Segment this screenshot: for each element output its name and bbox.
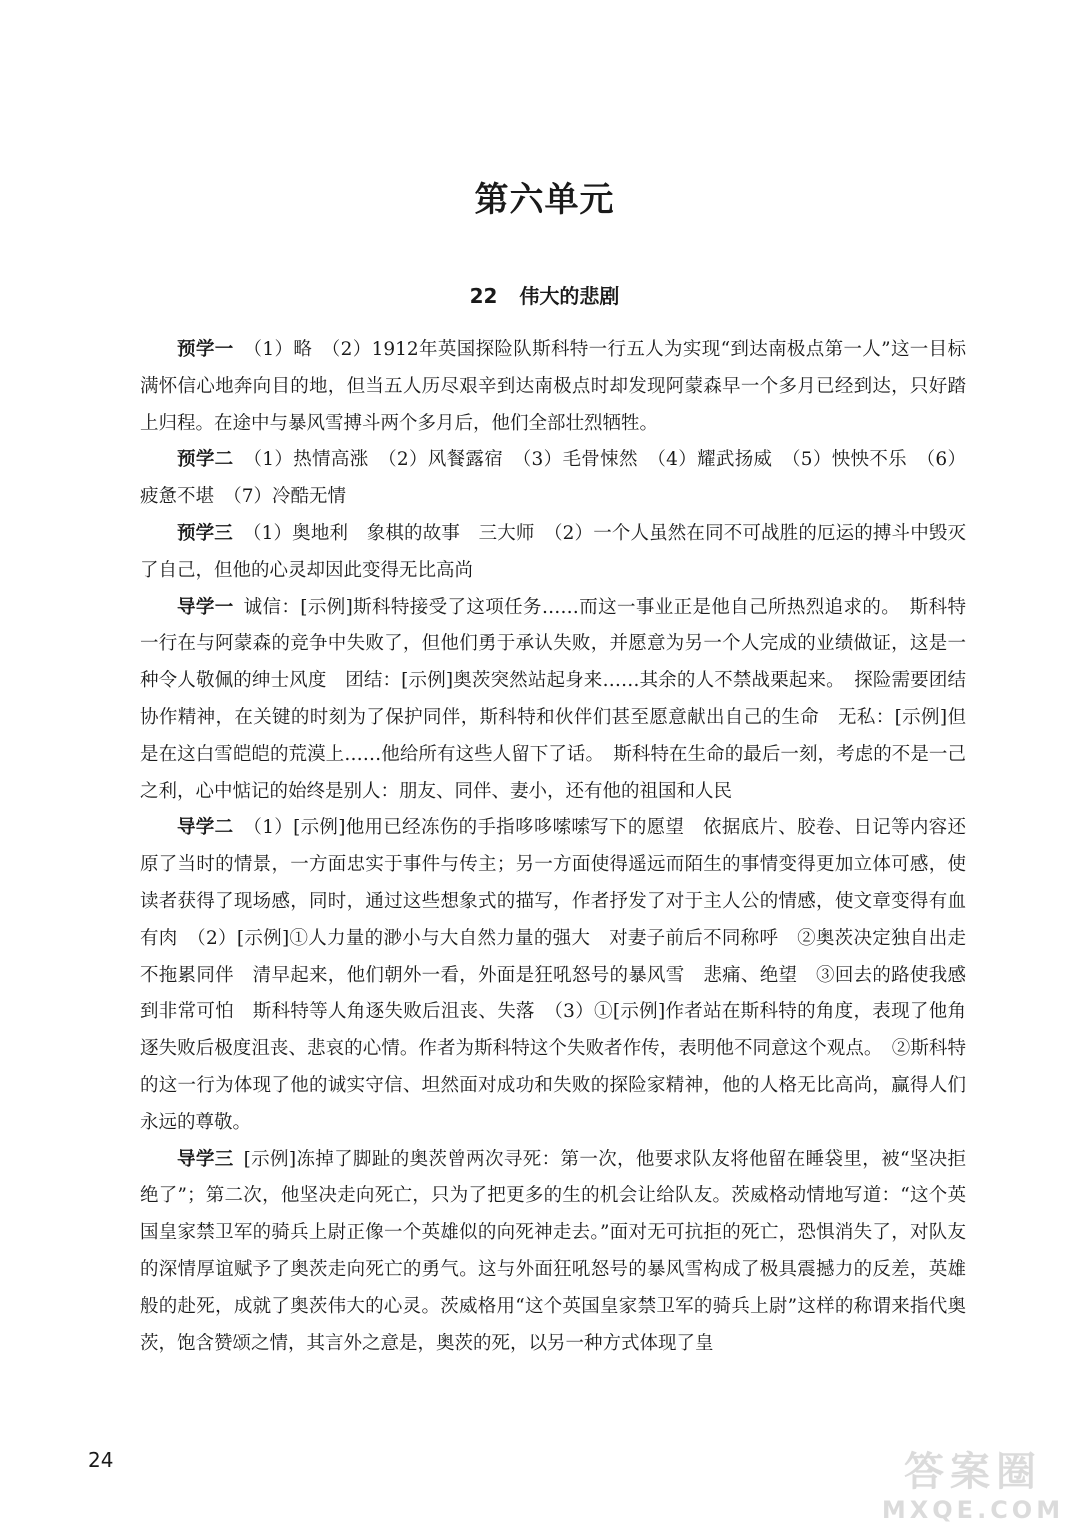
section-label: 预学一 xyxy=(177,339,234,360)
answer-text: [示例]冻掉了脚趾的奥茨曾两次寻死：第一次，他要求队友将他留在睡袋里，被“坚决拒绝了”；第二次，他坚决走向死亡，只为了把更多的生的机会让给队友。茨威格动情地写道：“这个英国皇家禁卫军的骑兵上尉正像一个英雄似的向死神走去。”面对无可抗拒的死亡，恐惧消失了，对队友的深情厚谊赋予了奥茨走向死亡的勇气。这与外面狂吼怒号的暴风雪构成了极具震撼力的反差，英雄般的赴死，成就了奥茨伟大的心灵。茨威格用“这个英国皇家禁卫军的骑兵上尉”这样的称谓来指代奥茨，饱含赞颂之情，其言外之意是，奥茨的死，以另一种方式体现了皇 xyxy=(140,1148,966,1354)
answer-text: （1）热情高涨 （2）风餐露宿 （3）毛骨悚然 （4）耀武扬威 （5）怏怏不乐 （6）疲惫不堪 （7）冷酷无情 xyxy=(140,449,966,508)
answer-paragraph xyxy=(140,590,966,811)
page-number: 24 xyxy=(88,1448,114,1472)
watermark-text: 答案圈 xyxy=(904,1449,1042,1495)
answer-text: （1）奥地利 象棋的故事 三大师 （2）一个人虽然在同不可战胜的厄运的搏斗中毁灭了自己，但他的心灵却因此变得无比高尚 xyxy=(140,522,966,581)
answer-text: （1）略 （2）1912年英国探险队斯科特一行五人为实现“到达南极点第一人”这一目标满怀信心地奔向目的地，但当五人历尽艰辛到达南极点时却发现阿蒙森早一个多月已经到达，只好踏上归程。在途中与暴风雪搏斗两个多月后，他们全部壮烈牺牲。 xyxy=(140,339,966,434)
answer-paragraph xyxy=(140,442,966,516)
answer-paragraph xyxy=(140,810,966,1141)
section-label: 导学一 xyxy=(177,596,234,618)
section-label: 导学二 xyxy=(177,817,234,839)
unit-title: 第六单元 xyxy=(474,180,615,220)
lesson-title: 伟大的悲剧 xyxy=(519,284,620,308)
section-label: 导学三 xyxy=(177,1148,234,1170)
section-label: 预学二 xyxy=(177,449,234,471)
lesson-heading xyxy=(0,280,1089,309)
lesson-number: 22 xyxy=(469,284,498,308)
section-label: 预学三 xyxy=(177,522,233,544)
answer-paragraph xyxy=(140,332,966,442)
watermark-url: MXQE.COM xyxy=(881,1496,1065,1524)
answer-paragraph xyxy=(140,1142,966,1363)
watermark-logo xyxy=(873,1448,1073,1528)
answer-text: 诚信：[示例]斯科特接受了这项任务……而这一事业正是他自己所热烈追求的。 斯科特一行在与阿蒙森的竞争中失败了，但他们勇于承认失败，并愿意为另一个人完成的业绩做证，这是一种令人敬佩的绅士风度 团结：[示例]奥茨突然站起身来……其余的人不禁战栗起来。 探险需要团结协作精神，在关键的时刻为了保护同伴，斯科特和伙伴们甚至愿意献出自己的生命 无私：[示例]但是在这白雪皑皑的荒漠上……他给所有这些人留下了话。 斯科特在生命的最后一刻，考虑的不是一己之利，心中惦记的始终是别人：朋友、同伴、妻小，还有他的祖国和人民 xyxy=(140,596,966,802)
answer-content xyxy=(140,332,966,1362)
answer-text: （1）[示例]他用已经冻伤的手指哆哆嗦嗦写下的愿望 依据底片、胶卷、日记等内容还原了当时的情景，一方面忠实于事件与传主；另一方面使得遥远而陌生的事情变得更加立体可感，使读者获得了现场感，同时，通过这些想象式的描写，作者抒发了对于主人公的情感，使文章变得有血有肉 （2）[示例]①人力量的渺小与大自然力量的强大 对妻子前后不同称呼 ②奥茨决定独自出走不拖累同伴 清早起来，他们朝外一看，外面是狂吼怒号的暴风雪 悲痛、绝望 ③回去的路使我感到非常可怕 斯科特等人角逐失败后沮丧、失落 （3）①[示例]作者站在斯科特的角度，表现了他角逐失败后极度沮丧、悲哀的心情。作者为斯科特这个失败者作传，表明他不同意这个观点。 ②斯科特的这一行为体现了他的诚实守信、坦然面对成功和失败的探险家精神，他的人格无比高尚，赢得人们永远的尊敬。 xyxy=(140,817,966,1133)
answer-paragraph xyxy=(140,516,966,590)
